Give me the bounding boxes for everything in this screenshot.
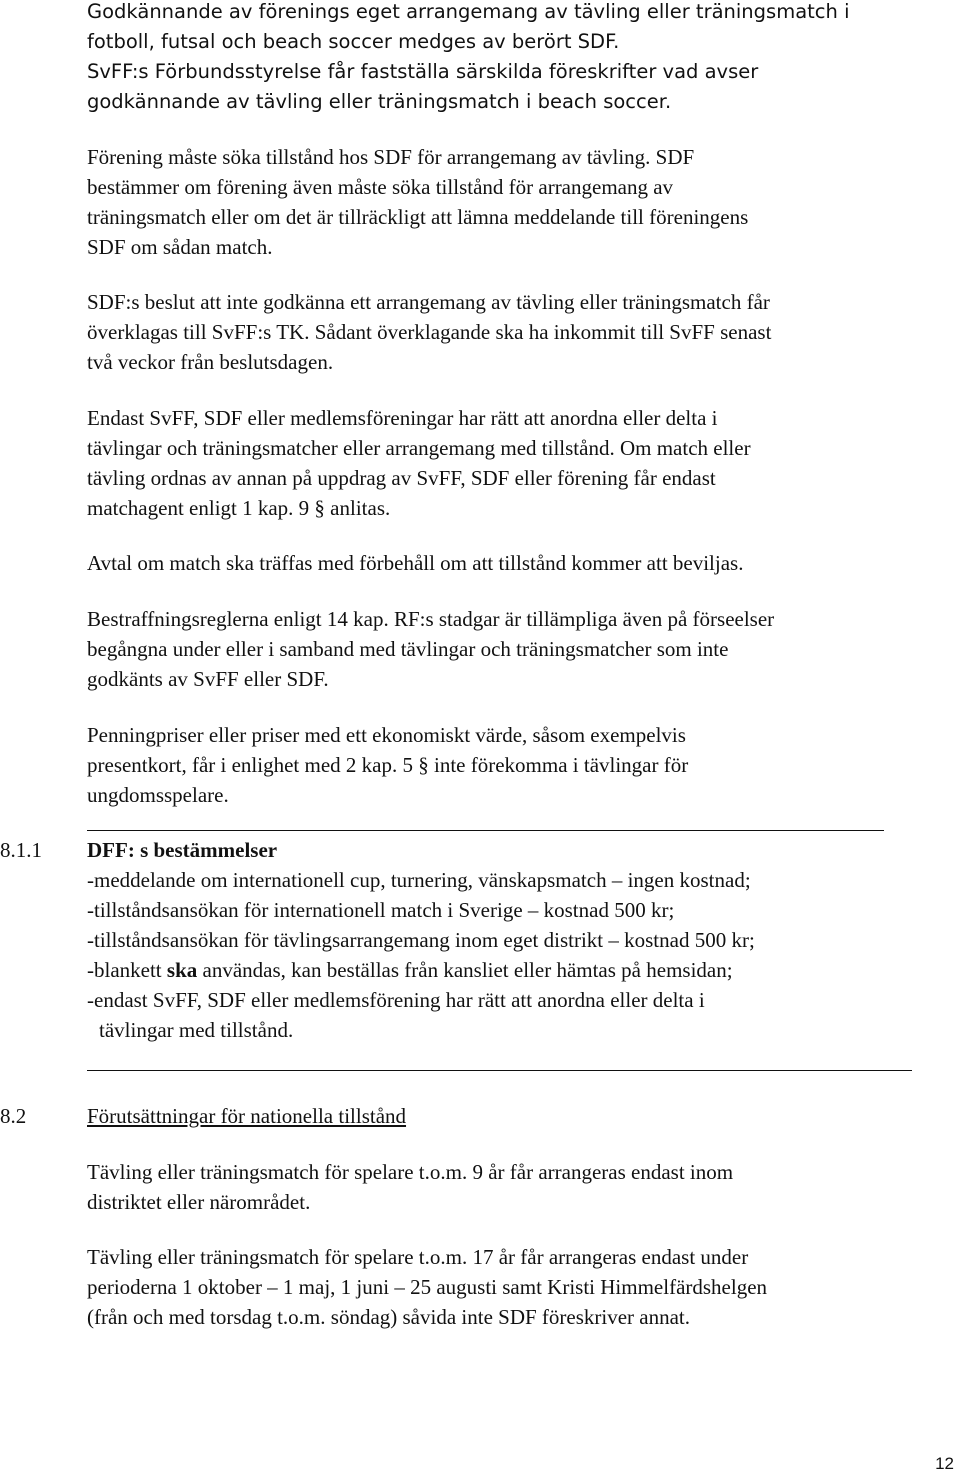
paragraph-line: tävlingar och träningsmatcher eller arrangemang med tillstånd. Om match eller bbox=[87, 436, 751, 460]
paragraph-line: Penningpriser eller priser med ett ekonomiskt värde, såsom exempelvis bbox=[87, 723, 686, 747]
paragraph-line: SvFF:s Förbundsstyrelse får fastställa särskilda föreskrifter vad avser bbox=[87, 60, 759, 83]
paragraph-line: överklagas till SvFF:s TK. Sådant överklagande ska ha inkommit till SvFF senast bbox=[87, 320, 772, 344]
paragraph-line: Avtal om match ska träffas med förbehåll om att tillstånd kommer att beviljas. bbox=[87, 551, 744, 575]
paragraph-line: Förening måste söka tillstånd hos SDF för arrangemang av tävling. SDF bbox=[87, 145, 695, 169]
paragraph-line: SDF:s beslut att inte godkänna ett arrangemang av tävling eller träningsmatch får bbox=[87, 290, 770, 314]
paragraph-line: två veckor från beslutsdagen. bbox=[87, 350, 334, 374]
list-item: -endast SvFF, SDF eller medlemsförening har rätt att anordna eller delta i bbox=[87, 988, 705, 1012]
list-item-prefix: -blankett bbox=[87, 958, 167, 982]
paragraph-line: distriktet eller närområdet. bbox=[87, 1190, 311, 1214]
list-item: -meddelande om internationell cup, turnering, vänskapsmatch – ingen kostnad; bbox=[87, 868, 751, 892]
section-number: 8.2 bbox=[0, 1104, 27, 1128]
paragraph-line: begångna under eller i samband med tävlingar och träningsmatcher som inte bbox=[87, 637, 729, 661]
separator-rule bbox=[87, 830, 884, 831]
paragraph-line: Bestraffningsreglerna enligt 14 kap. RF:s stadgar är tillämpliga även på förseelser bbox=[87, 607, 775, 631]
list-item-suffix: användas, kan beställas från kansliet eller hämtas på hemsidan; bbox=[197, 958, 733, 982]
paragraph-line: godkännande av tävling eller träningsmatch i beach soccer. bbox=[87, 90, 672, 113]
paragraph-line: fotboll, futsal och beach soccer medges av berört SDF. bbox=[87, 30, 620, 53]
paragraph-line: presentkort, får i enlighet med 2 kap. 5 § inte förekomma i tävlingar för bbox=[87, 753, 689, 777]
paragraph-line: SDF om sådan match. bbox=[87, 235, 273, 259]
paragraph-line: matchagent enligt 1 kap. 9 § anlitas. bbox=[87, 496, 391, 520]
paragraph-line: (från och med torsdag t.o.m. söndag) såvida inte SDF föreskriver annat. bbox=[87, 1305, 691, 1329]
paragraph-line: Tävling eller träningsmatch för spelare t.o.m. 9 år får arrangeras endast inom bbox=[87, 1160, 734, 1184]
paragraph-line: ungdomsspelare. bbox=[87, 783, 229, 807]
paragraph-line: bestämmer om förening även måste söka tillstånd för arrangemang av bbox=[87, 175, 674, 199]
page-number: 12 bbox=[935, 1454, 954, 1473]
paragraph-line: Tävling eller träningsmatch för spelare t.o.m. 17 år får arrangeras endast under bbox=[87, 1245, 749, 1269]
section-title-text: DFF: s bestämmelser bbox=[87, 838, 278, 862]
paragraph-line: godkänts av SvFF eller SDF. bbox=[87, 667, 329, 691]
emphasis: ska bbox=[166, 958, 198, 982]
section-number: 8.1.1 bbox=[0, 838, 42, 862]
paragraph-line: träningsmatch eller om det är tillräckligt att lämna meddelande till föreningens bbox=[87, 205, 749, 229]
section-title bbox=[87, 835, 277, 865]
separator-rule bbox=[87, 1070, 912, 1071]
list-item-continuation: tävlingar med tillstånd. bbox=[99, 1018, 294, 1042]
paragraph-line: tävling ordnas av annan på uppdrag av SvFF, SDF eller förening får endast bbox=[87, 466, 716, 490]
list-item bbox=[87, 955, 733, 985]
paragraph-line: perioderna 1 oktober – 1 maj, 1 juni – 25 augusti samt Kristi Himmelfärdshelgen bbox=[87, 1275, 768, 1299]
paragraph-line: Godkännande av förenings eget arrangemang av tävling eller träningsmatch i bbox=[87, 0, 850, 23]
list-item: -tillståndsansökan för internationell match i Sverige – kostnad 500 kr; bbox=[87, 898, 675, 922]
paragraph-line: Endast SvFF, SDF eller medlemsföreningar har rätt att anordna eller delta i bbox=[87, 406, 718, 430]
list-item: -tillståndsansökan för tävlingsarrangemang inom eget distrikt – kostnad 500 kr; bbox=[87, 928, 755, 952]
section-title: Förutsättningar för nationella tillstånd bbox=[87, 1104, 407, 1128]
